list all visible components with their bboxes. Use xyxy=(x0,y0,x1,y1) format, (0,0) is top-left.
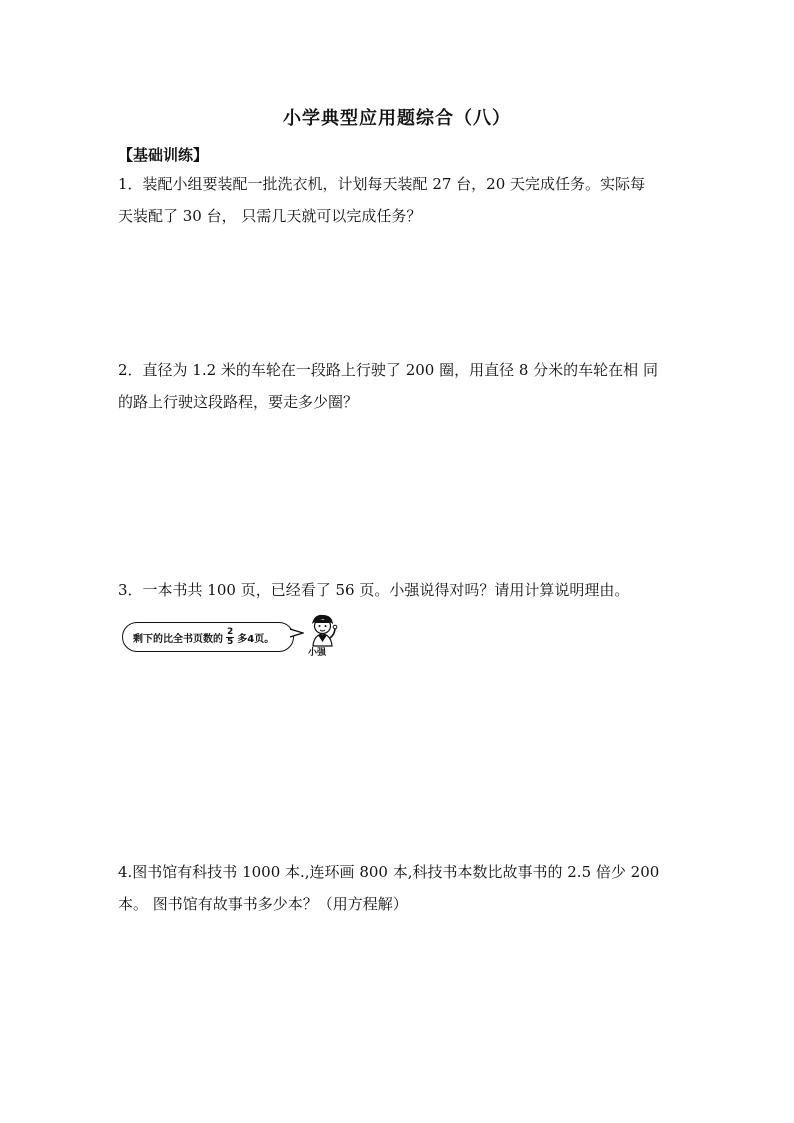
problem-3-line-1: 3．一本书共 100 页，已经看了 56 页。小强说得对吗？请用计算说明理由。 xyxy=(118,581,630,599)
speaker-name: 小强 xyxy=(308,648,327,658)
fraction-numerator: 2 xyxy=(227,626,234,637)
problem-2-line-1: 2．直径为 1.2 米的车轮在一段路上行驶了 200 圈，用直径 8 分米的车轮在相 同 xyxy=(118,361,658,379)
speech-text-before: 剩下的比全书页数的 xyxy=(133,633,223,645)
problem-4 xyxy=(118,856,678,920)
boy-character-icon xyxy=(304,612,340,648)
problem-1-line-2: 天装配了 30 台， 只需几天就可以完成任务？ xyxy=(118,207,422,225)
problem-3 xyxy=(118,574,678,606)
fraction-denominator: 5 xyxy=(227,636,234,647)
problem-1 xyxy=(118,168,678,232)
speech-illustration xyxy=(118,612,348,662)
problem-4-line-2: 本。 图书馆有故事书多少本？（用方程解） xyxy=(118,895,408,913)
problem-1-line-1: 1．装配小组要装配一批洗衣机，计划每天装配 27 台，20 天完成任务。实际每 xyxy=(118,175,646,193)
speech-text-after: 多4页。 xyxy=(237,633,275,645)
problem-2-line-2: 的路上行驶这段路程，要走多少圈？ xyxy=(118,393,359,411)
problem-4-line-1: 4.图书馆有科技书 1000 本.,连环画 800 本,科技书本数比故事书的 2.5 倍少 200 xyxy=(118,863,660,881)
speech-bubble xyxy=(122,622,294,652)
page-title: 小学典型应用题综合（八） xyxy=(283,108,511,129)
fraction xyxy=(226,628,234,647)
bubble-tail xyxy=(290,628,304,638)
section-heading: 【基础训练】 xyxy=(118,146,209,164)
problem-2 xyxy=(118,354,678,418)
